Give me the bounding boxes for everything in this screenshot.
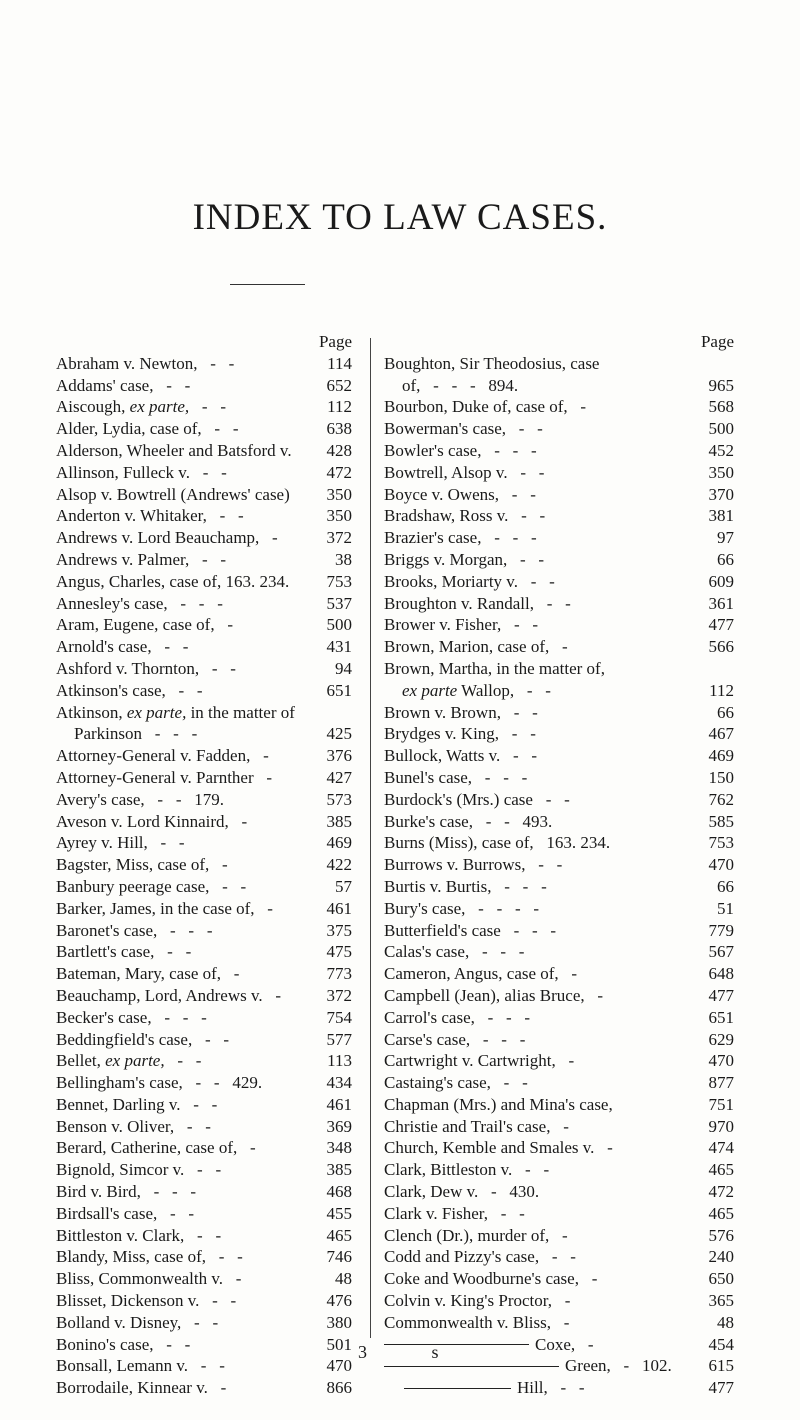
index-entry (56, 1116, 352, 1138)
entry-title: Clench (Dr.), murder of, - (384, 1225, 568, 1245)
index-entry (384, 963, 734, 985)
index-entry (56, 985, 352, 1007)
index-entry (56, 811, 352, 833)
index-entry (56, 723, 352, 745)
entry-page-number: 66 (717, 549, 734, 569)
index-entry (56, 1137, 352, 1159)
entry-page-number: 585 (708, 811, 734, 831)
index-entry (56, 745, 352, 767)
entry-title: Avery's case, - - 179. (56, 789, 224, 809)
entry-page-number: 376 (326, 746, 352, 766)
entry-page-number: 567 (708, 942, 734, 962)
index-entry (384, 527, 734, 549)
index-entry (384, 985, 734, 1007)
index-entry (56, 1050, 352, 1072)
index-entry (56, 1181, 352, 1203)
ditto-dash (404, 1388, 511, 1389)
index-entry (56, 876, 352, 898)
entry-title: Abraham v. Newton, - - (56, 353, 235, 373)
entry-title: Arnold's case, - - (56, 637, 189, 657)
entry-title: Attorney-General v. Fadden, - (56, 746, 269, 766)
index-entry (384, 440, 734, 462)
index-entry (56, 1377, 352, 1399)
entry-page-number: 461 (326, 1094, 352, 1114)
index-entry (384, 549, 734, 571)
entry-page-number: 629 (708, 1029, 734, 1049)
entry-page-number: 477 (708, 615, 734, 635)
index-entry (384, 854, 734, 876)
entry-page-number: 48 (717, 1312, 734, 1332)
index-entry (384, 593, 734, 615)
entry-title: Carse's case, - - - (384, 1029, 526, 1049)
entry-page-number: 475 (326, 942, 352, 962)
entry-title: Brazier's case, - - - (384, 528, 537, 548)
entry-title: Burdock's (Mrs.) case - - (384, 789, 570, 809)
index-entry (56, 920, 352, 942)
entry-title: Carrol's case, - - - (384, 1007, 531, 1027)
entry-page-number: 477 (708, 1378, 734, 1398)
entry-title: Burrows v. Burrows, - - (384, 855, 563, 875)
index-entry (384, 462, 734, 484)
index-entry (384, 1203, 734, 1225)
entry-title: Barker, James, in the case of, - (56, 898, 273, 918)
entry-page-number: 467 (708, 724, 734, 744)
index-entry (384, 1246, 734, 1268)
entry-page-number: 370 (708, 484, 734, 504)
entry-page-number: 381 (708, 506, 734, 526)
entry-page-number: 66 (717, 876, 734, 896)
entry-page-number: 970 (708, 1116, 734, 1136)
index-entry (56, 680, 352, 702)
entry-title: Baronet's case, - - - (56, 920, 213, 940)
index-entry (56, 614, 352, 636)
entry-title: Hill, - - (384, 1377, 585, 1399)
index-entry (384, 1159, 734, 1181)
entry-title: Birdsall's case, - - (56, 1203, 195, 1223)
entry-page-number: 48 (335, 1269, 352, 1289)
entry-title: Andrews v. Palmer, - - (56, 549, 227, 569)
ditto-dash (384, 1366, 559, 1367)
index-entry (384, 658, 734, 680)
entry-title: Bartlett's case, - - (56, 942, 192, 962)
entry-page-number: 428 (326, 440, 352, 460)
entry-page-number: 501 (326, 1334, 352, 1354)
entry-page-number: 753 (708, 833, 734, 853)
index-entry (384, 418, 734, 440)
page-column-heading: Page (318, 332, 352, 351)
entry-page-number: 469 (326, 833, 352, 853)
index-entry (56, 484, 352, 506)
index-entry (384, 723, 734, 745)
entry-list (384, 353, 734, 1399)
entry-page-number: 422 (326, 855, 352, 875)
index-entry (56, 505, 352, 527)
index-entry (384, 1116, 734, 1138)
index-entry (56, 1355, 352, 1377)
page-column-heading: Page (700, 332, 734, 351)
entry-page-number: 461 (326, 898, 352, 918)
entry-title: Clark, Dew v. - 430. (384, 1182, 540, 1202)
entry-page-number: 348 (326, 1138, 352, 1158)
entry-title: Bowler's case, - - - (384, 440, 537, 460)
entry-title: Colvin v. King's Proctor, - (384, 1291, 571, 1311)
entry-title: Bowtrell, Alsop v. - - (384, 462, 545, 482)
index-entry (56, 1007, 352, 1029)
entry-page-number: 372 (326, 985, 352, 1005)
index-entry (384, 505, 734, 527)
index-entry (384, 396, 734, 418)
entry-page-number: 577 (326, 1029, 352, 1049)
entry-title: Addams' case, - - (56, 375, 191, 395)
index-entry (384, 1377, 734, 1399)
index-entry (384, 789, 734, 811)
index-entry (56, 789, 352, 811)
index-entry (384, 1225, 734, 1247)
index-entry (56, 353, 352, 375)
entry-page-number: 615 (708, 1356, 734, 1376)
entry-title: Codd and Pizzy's case, - - (384, 1247, 576, 1267)
entry-title: Alder, Lydia, case of, - - (56, 419, 239, 439)
index-entry (56, 1159, 352, 1181)
index-entry (384, 1007, 734, 1029)
index-entry (56, 549, 352, 571)
entry-title: Bliss, Commonwealth v. - (56, 1269, 242, 1289)
entry-title: Bolland v. Disney, - - (56, 1312, 219, 1332)
entry-page-number: 773 (326, 964, 352, 984)
entry-page-number: 114 (327, 353, 352, 373)
entry-title: Parkinson - - - (74, 724, 198, 744)
entry-page-number: 365 (708, 1291, 734, 1311)
entry-page-number: 746 (326, 1247, 352, 1267)
entry-title: Attorney-General v. Parnther - (56, 767, 273, 787)
index-entry (384, 876, 734, 898)
entry-page-number: 94 (335, 658, 352, 678)
index-entry (56, 1203, 352, 1225)
entry-title: Brower v. Fisher, - - (384, 615, 539, 635)
index-entry (56, 418, 352, 440)
entry-page-number: 454 (708, 1334, 734, 1354)
entry-page-number: 465 (708, 1203, 734, 1223)
entry-title: Banbury peerage case, - - (56, 876, 247, 896)
entry-title: Boyce v. Owens, - - (384, 484, 536, 504)
index-entry (56, 963, 352, 985)
entry-page-number: 385 (326, 811, 352, 831)
entry-page-number: 477 (708, 985, 734, 1005)
entry-title: Brown v. Brown, - - (384, 702, 538, 722)
entry-page-number: 470 (326, 1356, 352, 1376)
index-entry (56, 1246, 352, 1268)
entry-title: Alderson, Wheeler and Batsford v. (56, 440, 292, 460)
entry-page-number: 469 (708, 746, 734, 766)
entry-page-number: 38 (335, 549, 352, 569)
index-entry (384, 832, 734, 854)
index-entry (56, 1268, 352, 1290)
entry-page-number: 476 (326, 1291, 352, 1311)
index-entry (56, 702, 352, 724)
signature-mark: 3 s (358, 1342, 469, 1362)
entry-title: Cameron, Angus, case of, - (384, 964, 578, 984)
entry-title: Atkinson's case, - - (56, 680, 203, 700)
entry-page-number: 474 (708, 1138, 734, 1158)
entry-page-number: 866 (326, 1378, 352, 1398)
index-entry (56, 767, 352, 789)
index-entry (56, 571, 352, 593)
entry-page-number: 150 (708, 767, 734, 787)
entry-title: Boughton, Sir Theodosius, case (384, 353, 600, 373)
entry-title: Bowerman's case, - - (384, 419, 543, 439)
index-entry (56, 1225, 352, 1247)
entry-title: Campbell (Jean), alias Bruce, - (384, 985, 604, 1005)
index-entry (56, 1029, 352, 1051)
entry-page-number: 434 (326, 1073, 352, 1093)
entry-title: Atkinson, ex parte, in the matter of (56, 702, 295, 722)
entry-page-number: 375 (326, 920, 352, 940)
entry-title: Borrodaile, Kinnear v. - (56, 1378, 227, 1398)
entry-page-number: 652 (326, 375, 352, 395)
index-entry (384, 1029, 734, 1051)
index-entry (56, 396, 352, 418)
index-entry (384, 1137, 734, 1159)
page-title: INDEX TO LAW CASES. (192, 197, 608, 238)
entry-page-number: 500 (708, 419, 734, 439)
entry-title: Coxe, - (384, 1334, 594, 1356)
entry-title: Becker's case, - - - (56, 1007, 207, 1027)
entry-title: Castaing's case, - - (384, 1073, 528, 1093)
entry-page-number: 112 (709, 680, 734, 700)
entry-page-number: 537 (326, 593, 352, 613)
index-entry (56, 1094, 352, 1116)
entry-page-number: 57 (335, 876, 352, 896)
index-entry (384, 571, 734, 593)
entry-title: Blisset, Dickenson v. - - (56, 1291, 237, 1311)
entry-title: Bradshaw, Ross v. - - (384, 506, 546, 526)
entry-title: Brooks, Moriarty v. - - (384, 571, 555, 591)
entry-page-number: 754 (326, 1007, 352, 1027)
title-rule (230, 284, 305, 285)
index-entry (56, 375, 352, 397)
entry-page-number: 877 (708, 1073, 734, 1093)
entry-page-number: 470 (708, 1051, 734, 1071)
entry-title: Butterfield's case - - - (384, 920, 557, 940)
index-entry (56, 593, 352, 615)
entry-page-number: 97 (717, 528, 734, 548)
index-entry (56, 898, 352, 920)
index-entry (384, 636, 734, 658)
entry-page-number: 472 (326, 462, 352, 482)
entry-title: Bonsall, Lemann v. - - (56, 1356, 225, 1376)
entry-title: Clark, Bittleston v. - - (384, 1160, 550, 1180)
index-column-left (56, 331, 352, 1399)
index-entry (56, 1290, 352, 1312)
entry-page-number: 350 (708, 462, 734, 482)
entry-title: Aveson v. Lord Kinnaird, - (56, 811, 248, 831)
entry-title: Brydges v. King, - - (384, 724, 536, 744)
entry-page-number: 369 (326, 1116, 352, 1136)
index-entry (56, 832, 352, 854)
index-entry (384, 920, 734, 942)
entry-title: Broughton v. Randall, - - (384, 593, 571, 613)
entry-page-number: 51 (717, 898, 734, 918)
entry-list (56, 353, 352, 1399)
entry-page-number: 452 (708, 440, 734, 460)
entry-title: Benson v. Oliver, - - (56, 1116, 211, 1136)
entry-title: Andrews v. Lord Beauchamp, - (56, 528, 278, 548)
entry-title: Coke and Woodburne's case, - (384, 1269, 598, 1289)
index-entry (56, 462, 352, 484)
index-entry (384, 1050, 734, 1072)
entry-title: Aram, Eugene, case of, - (56, 615, 234, 635)
entry-title: Bury's case, - - - - (384, 898, 540, 918)
entry-title: Beddingfield's case, - - (56, 1029, 230, 1049)
index-entry (384, 1094, 734, 1116)
entry-page-number: 468 (326, 1182, 352, 1202)
index-entry (56, 941, 352, 963)
entry-page-number: 431 (326, 637, 352, 657)
entry-page-number: 609 (708, 571, 734, 591)
index-entry (56, 658, 352, 680)
index-entry (384, 1268, 734, 1290)
entry-page-number: 425 (326, 724, 352, 744)
entry-title: Christie and Trail's case, - (384, 1116, 569, 1136)
entry-title: Annesley's case, - - - (56, 593, 223, 613)
entry-page-number: 350 (326, 506, 352, 526)
entry-title: Aiscough, ex parte, - - (56, 397, 226, 417)
entry-page-number: 566 (708, 637, 734, 657)
entry-title: Angus, Charles, case of, 163. 234. (56, 571, 290, 591)
entry-title: Burtis v. Burtis, - - - (384, 876, 547, 896)
entry-title: Cartwright v. Cartwright, - (384, 1051, 575, 1071)
entry-page-number: 648 (708, 964, 734, 984)
index-entry (384, 898, 734, 920)
index-entry (384, 1290, 734, 1312)
index-entry (56, 1072, 352, 1094)
entry-title: Brown, Martha, in the matter of, (384, 658, 605, 678)
index-entry (56, 636, 352, 658)
index-entry (384, 375, 734, 397)
entry-title: Bennet, Darling v. - - (56, 1094, 218, 1114)
entry-page-number: 651 (708, 1007, 734, 1027)
entry-page-number: 372 (326, 528, 352, 548)
entry-title: Briggs v. Morgan, - - (384, 549, 545, 569)
entry-page-number: 66 (717, 702, 734, 722)
entry-page-number: 465 (708, 1160, 734, 1180)
index-entry (384, 941, 734, 963)
entry-title: Alsop v. Bowtrell (Andrews' case) (56, 484, 290, 504)
index-entry (384, 614, 734, 636)
entry-page-number: 753 (326, 571, 352, 591)
entry-page-number: 361 (708, 593, 734, 613)
entry-title: ex parte Wallop, - - (402, 680, 551, 700)
index-entry (384, 680, 734, 702)
entry-title: Allinson, Fulleck v. - - (56, 462, 227, 482)
entry-page-number: 650 (708, 1269, 734, 1289)
index-entry (56, 1334, 352, 1356)
entry-page-number: 762 (708, 789, 734, 809)
entry-page-number: 240 (708, 1247, 734, 1267)
entry-page-number: 576 (708, 1225, 734, 1245)
entry-page-number: 472 (708, 1182, 734, 1202)
entry-title: Bunel's case, - - - (384, 767, 528, 787)
entry-page-number: 112 (327, 397, 352, 417)
index-entry (384, 1072, 734, 1094)
index-entry (56, 1312, 352, 1334)
entry-title: Burke's case, - - 493. (384, 811, 553, 831)
entry-title: Calas's case, - - - (384, 942, 525, 962)
entry-title: Berard, Catherine, case of, - (56, 1138, 256, 1158)
entry-title: Burns (Miss), case of, 163. 234. (384, 833, 611, 853)
index-entry (56, 854, 352, 876)
column-divider (370, 338, 371, 1338)
entry-title: Bellet, ex parte, - - (56, 1051, 202, 1071)
entry-page-number: 573 (326, 789, 352, 809)
index-entry (384, 767, 734, 789)
entry-title: Anderton v. Whitaker, - - (56, 506, 244, 526)
entry-title: Clark v. Fisher, - - (384, 1203, 525, 1223)
entry-title: Bullock, Watts v. - - (384, 746, 538, 766)
entry-title: Bateman, Mary, case of, - (56, 964, 240, 984)
index-entry (56, 527, 352, 549)
entry-title: Bellingham's case, - - 429. (56, 1073, 263, 1093)
entry-page-number: 385 (326, 1160, 352, 1180)
entry-page-number: 113 (327, 1051, 352, 1071)
entry-title: of, - - - 894. (402, 375, 519, 395)
entry-page-number: 350 (326, 484, 352, 504)
entry-page-number: 380 (326, 1312, 352, 1332)
entry-page-number: 427 (326, 767, 352, 787)
index-entry (384, 745, 734, 767)
entry-title: Green, - 102. (384, 1355, 672, 1377)
entry-page-number: 568 (708, 397, 734, 417)
entry-title: Church, Kemble and Smales v. - (384, 1138, 613, 1158)
entry-title: Commonwealth v. Bliss, - (384, 1312, 570, 1332)
index-entry (56, 440, 352, 462)
entry-title: Bagster, Miss, case of, - (56, 855, 228, 875)
index-entry (384, 1312, 734, 1334)
entry-title: Chapman (Mrs.) and Mina's case, (384, 1094, 613, 1114)
entry-page-number: 500 (326, 615, 352, 635)
entry-page-number: 751 (708, 1094, 734, 1114)
entry-page-number: 470 (708, 855, 734, 875)
entry-page-number: 465 (326, 1225, 352, 1245)
index-entry (384, 702, 734, 724)
index-entry (384, 353, 734, 375)
entry-title: Bignold, Simcor v. - - (56, 1160, 222, 1180)
entry-page-number: 638 (326, 419, 352, 439)
entry-title: Ashford v. Thornton, - - (56, 658, 236, 678)
entry-title: Ayrey v. Hill, - - (56, 833, 185, 853)
entry-page-number: 651 (326, 680, 352, 700)
entry-title: Brown, Marion, case of, - (384, 637, 568, 657)
entry-title: Beauchamp, Lord, Andrews v. - (56, 985, 282, 1005)
index-entry (384, 484, 734, 506)
entry-title: Blandy, Miss, case of, - - (56, 1247, 243, 1267)
index-column-right (384, 331, 734, 1399)
entry-page-number: 779 (708, 920, 734, 940)
entry-title: Bonino's case, - - (56, 1334, 191, 1354)
entry-title: Bird v. Bird, - - - (56, 1182, 197, 1202)
entry-title: Bittleston v. Clark, - - (56, 1225, 222, 1245)
entry-page-number: 965 (708, 375, 734, 395)
index-entry (384, 1181, 734, 1203)
index-entry (384, 811, 734, 833)
entry-page-number: 455 (326, 1203, 352, 1223)
entry-title: Bourbon, Duke of, case of, - (384, 397, 587, 417)
